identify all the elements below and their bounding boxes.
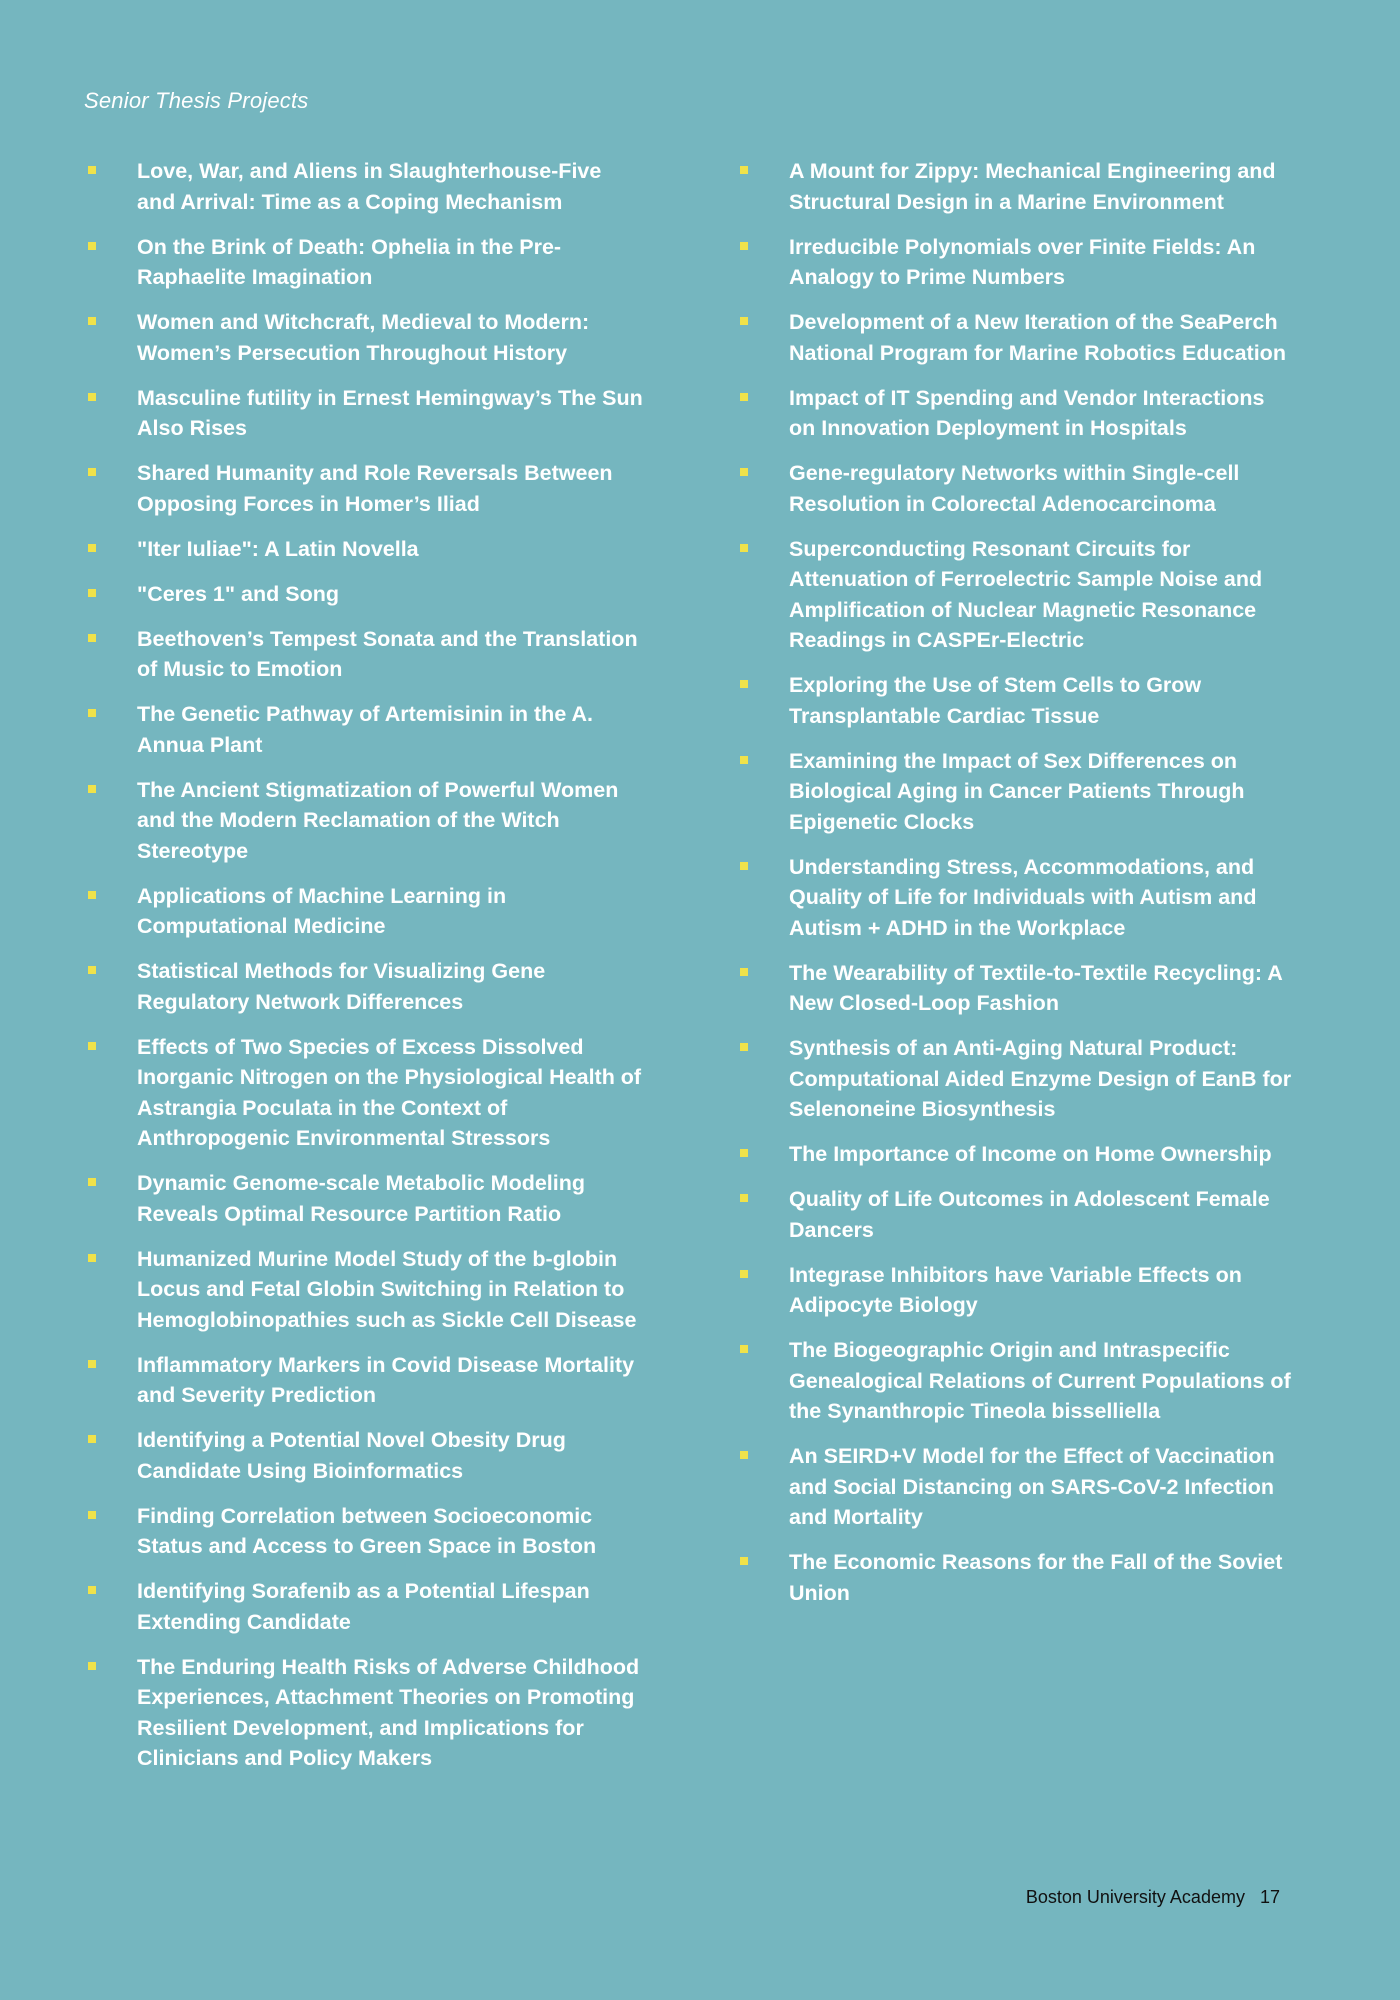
- thesis-list-item: [736, 958, 1296, 1019]
- thesis-title: Superconducting Resonant Circuits for Attenuation of Ferroelectric Sample Noise and Amplification of Nuclear Magnetic Resonance Readings in CASPEr-Electric: [789, 536, 1263, 652]
- thesis-title: The Biogeographic Origin and Intraspecific Genealogical Relations of Current Populations of the Synanthropic Tineola bisselliella: [789, 1338, 1291, 1423]
- thesis-title: The Wearability of Textile-to-Textile Recycling: A New Closed-Loop Fashion: [789, 960, 1282, 1015]
- page-number: 17: [1259, 1887, 1280, 1907]
- thesis-title: Identifying Sorafenib as a Potential Lifespan Extending Candidate: [137, 1579, 590, 1634]
- thesis-title: The Enduring Health Risks of Adverse Childhood Experiences, Attachment Theories on Promoting Resilient Development, and Implications for Clinicians and Policy Makers: [137, 1654, 640, 1770]
- thesis-title: An SEIRD+V Model for the Effect of Vaccination and Social Distancing on SARS-CoV-2 Infection and Mortality: [789, 1444, 1275, 1529]
- thesis-title: Shared Humanity and Role Reversals Between Opposing Forces in Homer’s Iliad: [137, 461, 613, 516]
- thesis-title: Identifying a Potential Novel Obesity Drug Candidate Using Bioinformatics: [137, 1428, 566, 1483]
- page-footer: [1026, 1887, 1280, 1908]
- square-bullet-icon: [740, 1557, 748, 1565]
- thesis-list-item: [84, 1425, 644, 1486]
- square-bullet-icon: [740, 242, 748, 250]
- thesis-list-item: [84, 1244, 644, 1336]
- square-bullet-icon: [88, 544, 96, 552]
- thesis-list-item: [84, 156, 644, 217]
- thesis-title: Development of a New Iteration of the SeaPerch National Program for Marine Robotics Education: [789, 310, 1286, 365]
- thesis-title: Integrase Inhibitors have Variable Effects on Adipocyte Biology: [789, 1262, 1242, 1317]
- thesis-title: Exploring the Use of Stem Cells to Grow Transplantable Cardiac Tissue: [789, 673, 1202, 728]
- square-bullet-icon: [88, 891, 96, 899]
- square-bullet-icon: [88, 1254, 96, 1262]
- square-bullet-icon: [88, 317, 96, 325]
- thesis-title: Finding Correlation between Socioeconomic Status and Access to Green Space in Boston: [137, 1503, 597, 1558]
- square-bullet-icon: [88, 709, 96, 717]
- thesis-list-item: [84, 579, 644, 610]
- thesis-list-right: [736, 156, 1296, 1623]
- square-bullet-icon: [88, 1662, 96, 1670]
- thesis-list-item: [736, 852, 1296, 944]
- page-section-title: Senior Thesis Projects: [84, 88, 309, 113]
- thesis-list-item: [736, 232, 1296, 293]
- thesis-list-item: [736, 1441, 1296, 1533]
- square-bullet-icon: [740, 862, 748, 870]
- thesis-list-item: [736, 383, 1296, 444]
- thesis-list-item: [84, 1652, 644, 1774]
- thesis-title: Examining the Impact of Sex Differences on Biological Aging in Cancer Patients Through Epigenetic Clocks: [789, 748, 1245, 834]
- square-bullet-icon: [88, 1435, 96, 1443]
- square-bullet-icon: [740, 468, 748, 476]
- thesis-title: Impact of IT Spending and Vendor Interactions on Innovation Deployment in Hospitals: [789, 385, 1265, 440]
- square-bullet-icon: [88, 1586, 96, 1594]
- square-bullet-icon: [88, 1511, 96, 1519]
- square-bullet-icon: [88, 589, 96, 597]
- square-bullet-icon: [88, 966, 96, 974]
- square-bullet-icon: [88, 1042, 96, 1050]
- thesis-list-item: [736, 1033, 1296, 1125]
- thesis-title: Inflammatory Markers in Covid Disease Mortality and Severity Prediction: [137, 1352, 635, 1407]
- publication-name: Boston University Academy: [1025, 1887, 1245, 1907]
- thesis-title: The Genetic Pathway of Artemisinin in the A. Annua Plant: [137, 702, 593, 757]
- thesis-title: On the Brink of Death: Ophelia in the Pre-Raphaelite Imagination: [137, 234, 562, 289]
- thesis-list-item: [84, 624, 644, 685]
- square-bullet-icon: [88, 242, 96, 250]
- thesis-list-item: [84, 534, 644, 565]
- thesis-list-item: [84, 775, 644, 867]
- thesis-title: The Economic Reasons for the Fall of the Soviet Union: [789, 1550, 1283, 1605]
- thesis-list-item: [736, 1335, 1296, 1427]
- thesis-list-item: [736, 1260, 1296, 1321]
- thesis-list-item: [736, 1139, 1296, 1170]
- square-bullet-icon: [740, 1345, 748, 1353]
- thesis-list-item: [84, 1501, 644, 1562]
- thesis-list-item: [736, 156, 1296, 217]
- thesis-title: Masculine futility in Ernest Hemingway’s The Sun Also Rises: [137, 385, 643, 440]
- thesis-title: A Mount for Zippy: Mechanical Engineering and Structural Design in a Marine Environment: [789, 159, 1276, 214]
- thesis-title: Effects of Two Species of Excess Dissolved Inorganic Nitrogen on the Physiological Health of Astrangia Poculata in the Context of Anthropogenic Environmental Stressors: [137, 1034, 642, 1150]
- square-bullet-icon: [740, 317, 748, 325]
- thesis-title: Beethoven’s Tempest Sonata and the Translation of Music to Emotion: [137, 626, 638, 681]
- thesis-list-item: [736, 534, 1296, 656]
- square-bullet-icon: [740, 393, 748, 401]
- square-bullet-icon: [88, 1360, 96, 1368]
- square-bullet-icon: [740, 544, 748, 552]
- square-bullet-icon: [740, 1043, 748, 1051]
- thesis-list-item: [736, 1184, 1296, 1245]
- square-bullet-icon: [740, 756, 748, 764]
- square-bullet-icon: [88, 634, 96, 642]
- thesis-title: Love, War, and Aliens in Slaughterhouse-Five and Arrival: Time as a Coping Mechanism: [137, 159, 602, 214]
- square-bullet-icon: [740, 166, 748, 174]
- thesis-title: Statistical Methods for Visualizing Gene Regulatory Network Differences: [137, 959, 546, 1014]
- square-bullet-icon: [88, 393, 96, 401]
- square-bullet-icon: [740, 1149, 748, 1157]
- square-bullet-icon: [740, 1451, 748, 1459]
- thesis-title: "Ceres 1" and Song: [137, 581, 339, 606]
- square-bullet-icon: [88, 1178, 96, 1186]
- square-bullet-icon: [740, 968, 748, 976]
- thesis-list-item: [84, 956, 644, 1017]
- thesis-title: Quality of Life Outcomes in Adolescent Female Dancers: [789, 1187, 1270, 1242]
- thesis-title: The Ancient Stigmatization of Powerful Women and the Modern Reclamation of the Witch Stereotype: [137, 777, 619, 863]
- thesis-title: Understanding Stress, Accommodations, and Quality of Life for Individuals with Autism and Autism + ADHD in the Workplace: [789, 854, 1257, 940]
- thesis-title: Humanized Murine Model Study of the b-globin Locus and Fetal Globin Switching in Relation to Hemoglobinopathies such as Sickle Cell Disease: [137, 1246, 637, 1332]
- thesis-list-item: [84, 458, 644, 519]
- thesis-list-item: [736, 670, 1296, 731]
- square-bullet-icon: [88, 166, 96, 174]
- thesis-list-item: [84, 881, 644, 942]
- square-bullet-icon: [88, 785, 96, 793]
- thesis-list-item: [736, 458, 1296, 519]
- thesis-list-item: [736, 307, 1296, 368]
- thesis-list-item: [84, 1168, 644, 1229]
- thesis-list-item: [84, 383, 644, 444]
- thesis-title: Synthesis of an Anti-Aging Natural Product: Computational Aided Enzyme Design of EanB for Selenoneine Biosynthesis: [789, 1036, 1292, 1121]
- thesis-title: Gene-regulatory Networks within Single-cell Resolution in Colorectal Adenocarcinoma: [789, 461, 1240, 516]
- thesis-title: Applications of Machine Learning in Computational Medicine: [137, 883, 507, 938]
- thesis-list-left: [84, 156, 644, 1788]
- thesis-title: "Iter Iuliae": A Latin Novella: [137, 536, 419, 561]
- thesis-list-item: [84, 1576, 644, 1637]
- thesis-list-item: [84, 699, 644, 760]
- square-bullet-icon: [740, 1194, 748, 1202]
- thesis-title: Irreducible Polynomials over Finite Fields: An Analogy to Prime Numbers: [789, 234, 1256, 289]
- thesis-title: The Importance of Income on Home Ownership: [789, 1142, 1272, 1166]
- square-bullet-icon: [740, 1270, 748, 1278]
- thesis-list-item: [736, 746, 1296, 838]
- thesis-list-item: [84, 1350, 644, 1411]
- thesis-list-item: [84, 307, 644, 368]
- thesis-list-item: [84, 1032, 644, 1154]
- thesis-list-item: [736, 1547, 1296, 1608]
- thesis-title: Dynamic Genome-scale Metabolic Modeling Reveals Optimal Resource Partition Ratio: [137, 1171, 586, 1226]
- square-bullet-icon: [88, 468, 96, 476]
- square-bullet-icon: [740, 680, 748, 688]
- thesis-list-item: [84, 232, 644, 293]
- thesis-title: Women and Witchcraft, Medieval to Modern: Women’s Persecution Throughout History: [137, 310, 590, 365]
